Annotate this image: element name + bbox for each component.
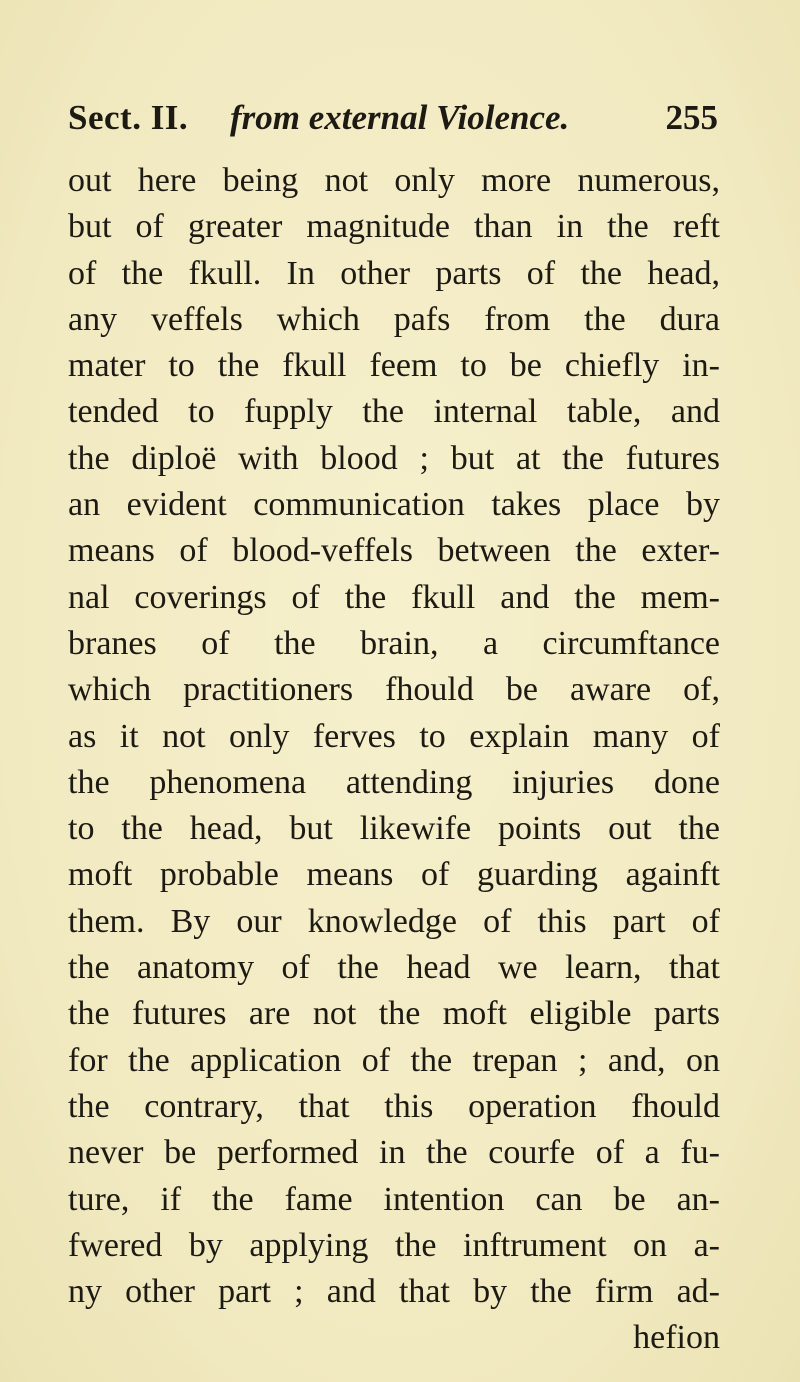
text-line: to the head, but likewife points out the [68,810,720,848]
text-line: the diploë with blood ; but at the futures [68,439,720,477]
text-line: an evident communication takes place by [68,486,720,524]
section-label: Sect. II. [68,98,189,137]
text-line: of the fkull. In other parts of the head, [68,254,720,292]
text-line: for the application of the trepan ; and, on [68,1041,720,1079]
running-header [68,98,718,148]
text-line: the phenomena attending injuries done [68,763,720,801]
text-line: tended to fupply the internal table, and [68,393,720,431]
text-line: never be performed in the courfe of a fu- [68,1134,720,1172]
text-line: the contrary, that this operation fhould [68,1087,720,1125]
text-line: ny other part ; and that by the firm ad- [68,1273,720,1311]
text-line: ture, if the fame intention can be an- [68,1180,720,1218]
text-line: the futures are not the moft eligible parts [68,995,720,1033]
text-line: nal coverings of the fkull and the mem- [68,578,720,616]
text-line: the anatomy of the head we learn, that [68,949,720,987]
text-line: means of blood-veffels between the exter- [68,532,720,570]
catchword: hefion [633,1319,720,1357]
text-line: out here being not only more numerous, [68,162,720,199]
body-text [68,158,720,1362]
text-line: fwered by applying the inftrument on a- [68,1226,720,1264]
text-line: branes of the brain, a circumftance [68,624,720,662]
page-number: 255 [665,98,718,137]
text-line: as it not only ferves to explain many of [68,717,720,755]
text-line: but of greater magnitude than in the reft [68,208,720,246]
text-line: mater to the fkull feem to be chiefly in- [68,347,720,385]
running-title: from external Violence. [230,98,570,137]
text-line: any veffels which pafs from the dura [68,300,720,338]
text-line: moft probable means of guarding againft [68,856,720,894]
text-line: which practitioners fhould be aware of, [68,671,720,709]
text-line: them. By our knowledge of this part of [68,902,720,940]
